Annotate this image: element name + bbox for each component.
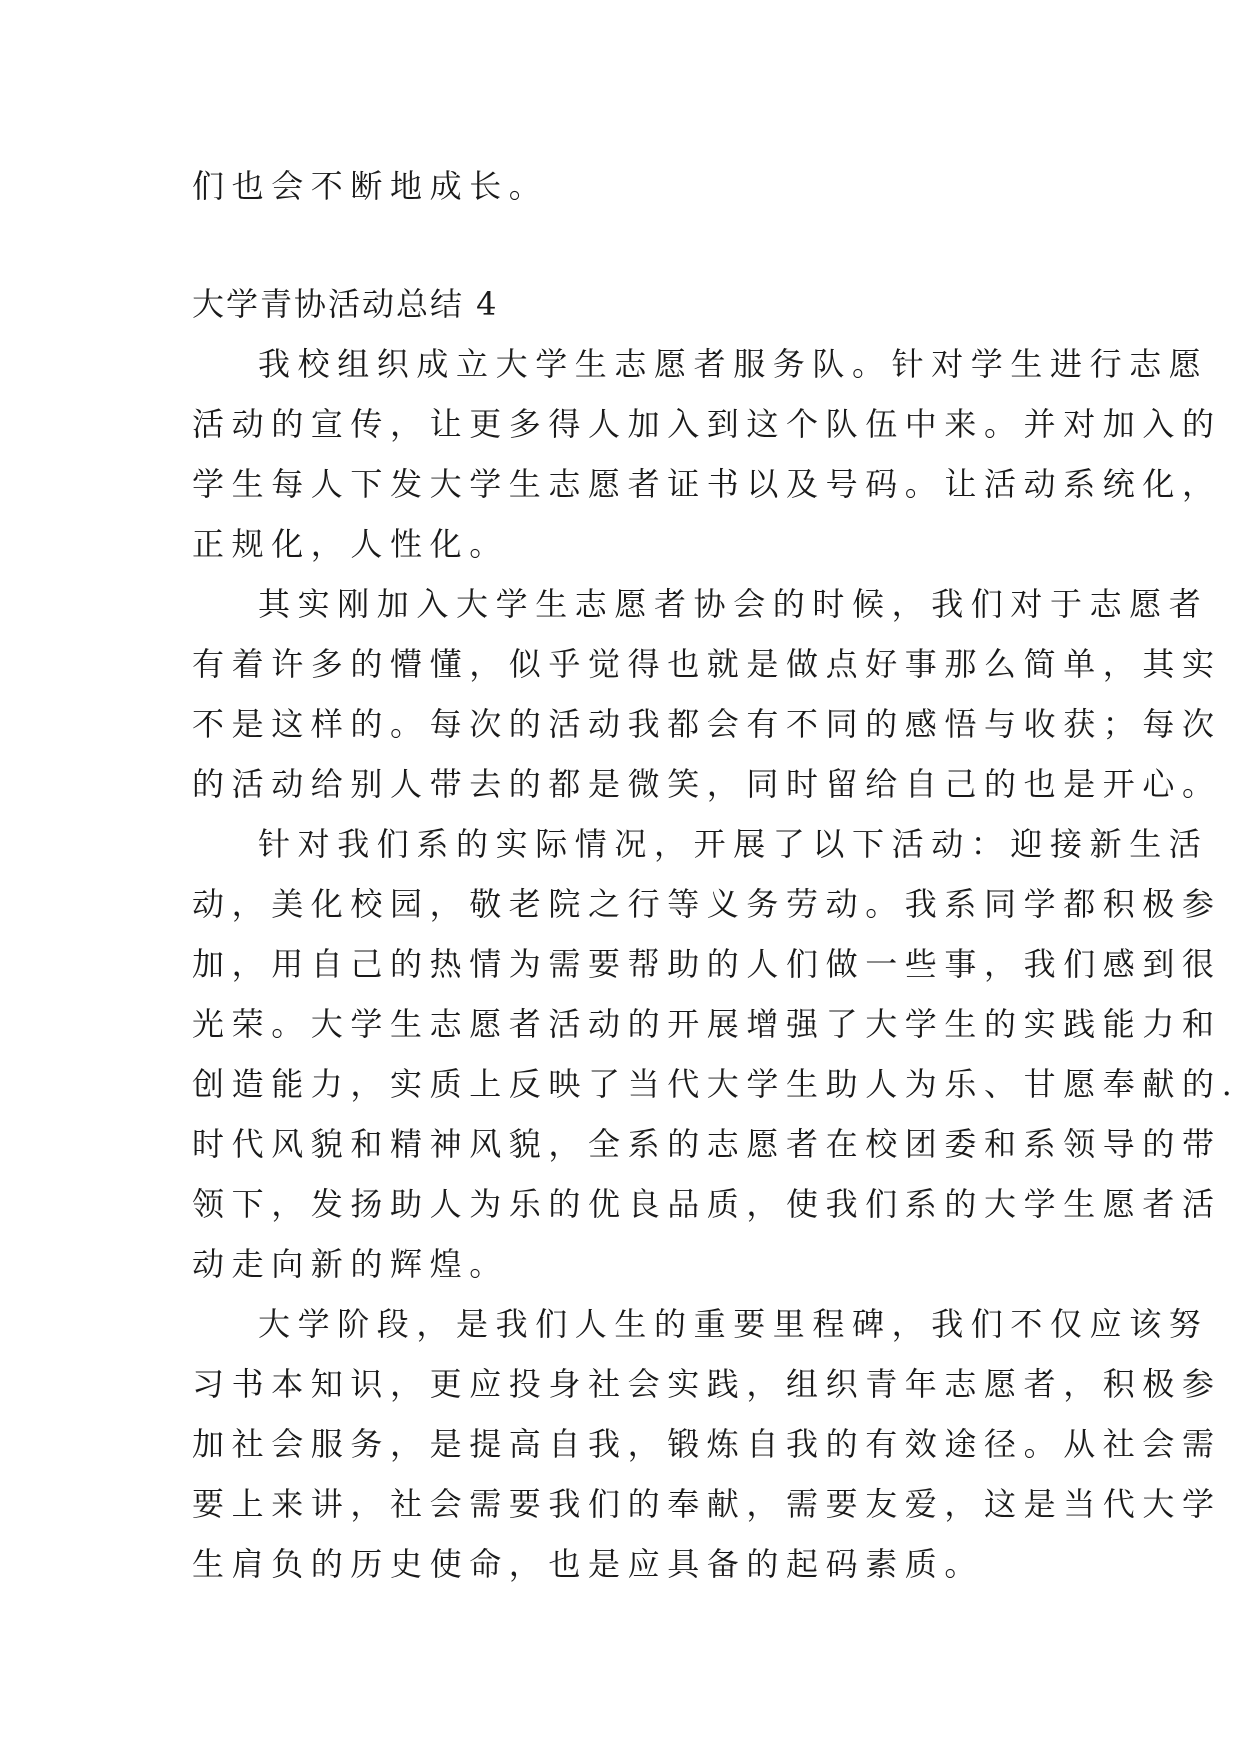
paragraph-2-line-3: 不是这样的。每次的活动我都会有不同的感悟与收获；每次 [192, 705, 1222, 743]
paragraph-1-line-1: 我校组织成立大学生志愿者服务队。针对学生进行志愿 [258, 345, 1209, 383]
paragraph-2-line-2: 有着许多的懵懂，似乎觉得也就是做点好事那么简单，其实 [192, 645, 1222, 683]
section-heading: 大学青协活动总结 4 [192, 285, 499, 323]
paragraph-3-line-2: 动，美化校园，敬老院之行等义务劳动。我系同学都积极参 [192, 885, 1222, 923]
paragraph-4-line-3: 加社会服务，是提高自我，锻炼自我的有效途径。从社会需 [192, 1425, 1222, 1463]
paragraph-3-line-8: 动走向新的辉煌。 [192, 1245, 509, 1283]
paragraph-3-line-1: 针对我们系的实际情况，开展了以下活动：迎接新生活 [258, 825, 1209, 863]
paragraph-2-line-4: 的活动给别人带去的都是微笑，同时留给自己的也是开心。 [192, 765, 1222, 803]
paragraph-4-line-1: 大学阶段，是我们人生的重要里程碑，我们不仅应该努 [258, 1305, 1209, 1343]
paragraph-3-line-6: 时代风貌和精神风貌，全系的志愿者在校团委和系领导的带 [192, 1125, 1222, 1163]
paragraph-3-line-7: 领下，发扬助人为乐的优良品质，使我们系的大学生愿者活 [192, 1185, 1222, 1223]
paragraph-3-line-3: 加，用自己的热情为需要帮助的人们做一些事，我们感到很 [192, 945, 1222, 983]
paragraph-4-line-5: 生肩负的历史使命，也是应具备的起码素质。 [192, 1545, 985, 1583]
paragraph-4-line-2: 习书本知识，更应投身社会实践，组织青年志愿者，积极参 [192, 1365, 1222, 1403]
continuation-line: 们也会不断地成长。 [192, 167, 549, 205]
paragraph-3-line-5: 创造能力，实质上反映了当代大学生助人为乐、甘愿奉献的. [192, 1065, 1240, 1103]
paragraph-3-line-4: 光荣。大学生志愿者活动的开展增强了大学生的实践能力和 [192, 1005, 1222, 1043]
paragraph-1-line-2: 活动的宣传，让更多得人加入到这个队伍中来。并对加入的 [192, 405, 1222, 443]
paragraph-1-line-3: 学生每人下发大学生志愿者证书以及号码。让活动系统化， [192, 465, 1222, 503]
paragraph-1-line-4: 正规化，人性化。 [192, 525, 509, 563]
paragraph-4-line-4: 要上来讲，社会需要我们的奉献，需要友爱，这是当代大学 [192, 1485, 1222, 1523]
paragraph-2-line-1: 其实刚加入大学生志愿者协会的时候，我们对于志愿者 [258, 585, 1209, 623]
